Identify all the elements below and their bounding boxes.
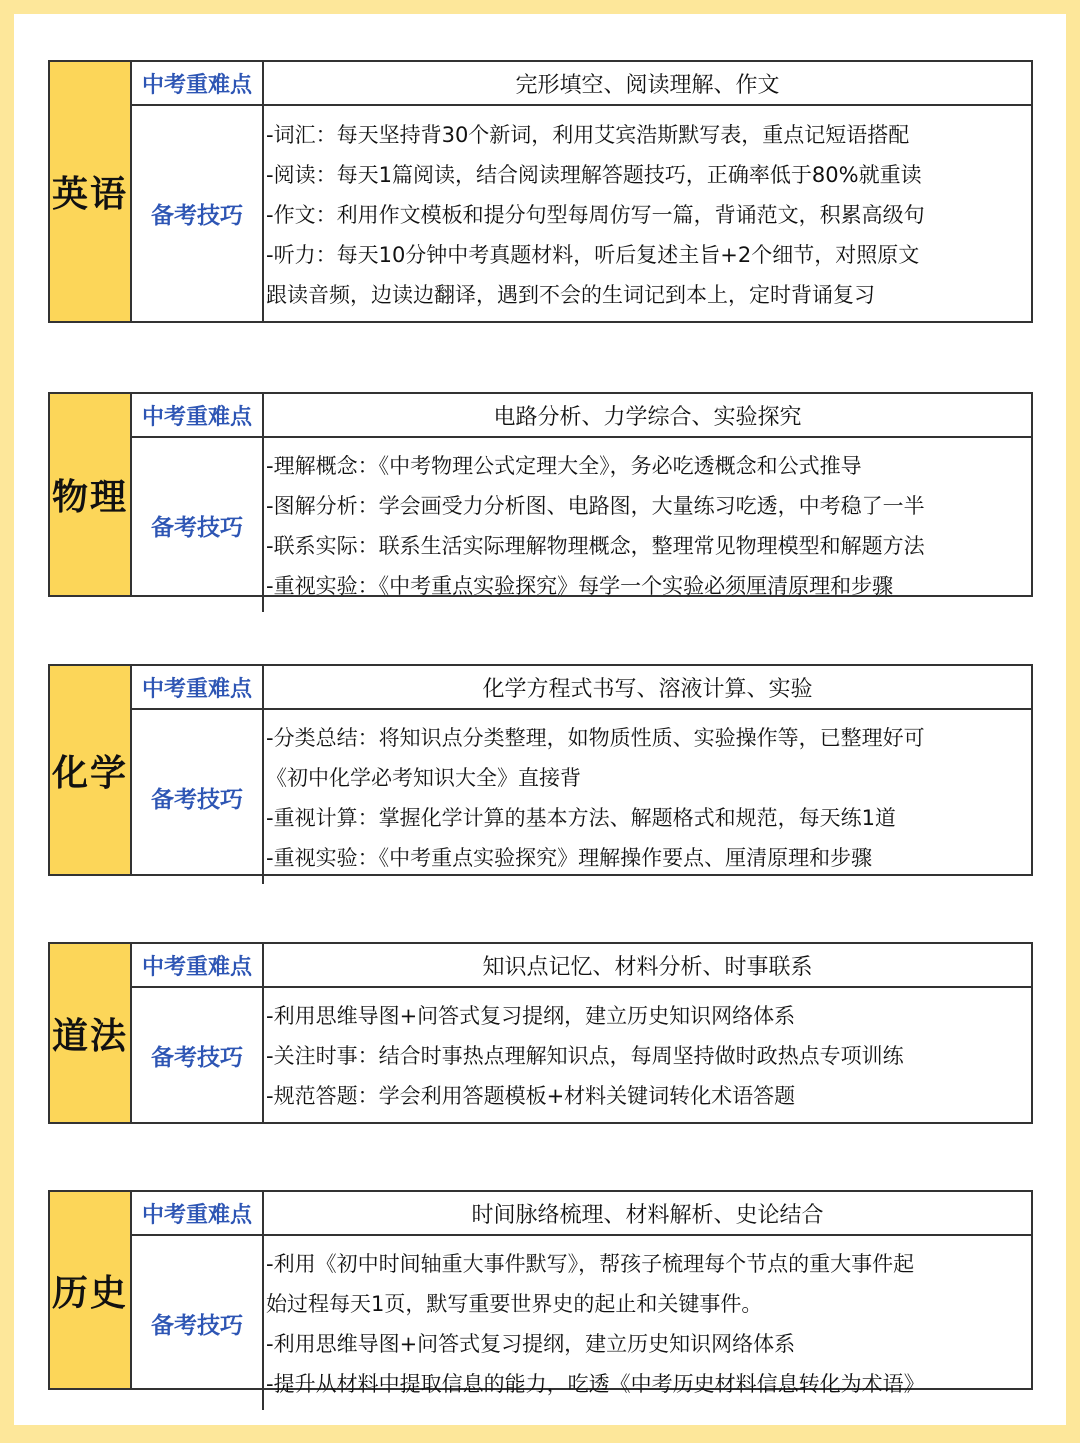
focus-label: 中考重难点	[132, 394, 264, 436]
focus-label: 中考重难点	[132, 1192, 264, 1234]
section-history	[48, 1190, 1033, 1396]
tip-line: -利用《初中时间轴重大事件默写》，帮孩子梳理每个节点的重大事件起	[266, 1252, 915, 1276]
subject-label: 物理	[50, 394, 132, 595]
focus-text: 时间脉络梳理、材料解析、史论结合	[471, 1202, 824, 1228]
focus-label: 中考重难点	[132, 666, 264, 708]
focus-text: 电路分析、力学综合、实验探究	[493, 404, 802, 430]
focus-text: 化学方程式书写、溶液计算、实验	[482, 676, 813, 702]
focus-text: 知识点记忆、材料分析、时事联系	[482, 954, 813, 980]
subject-label: 英语	[50, 62, 132, 321]
focus-label: 中考重难点	[132, 62, 264, 104]
tip-line: 《初中化学必考知识大全》直接背	[266, 766, 581, 790]
tips-label: 备考技巧	[132, 1236, 264, 1410]
tip-line: -重视计算：掌握化学计算的基本方法、解题格式和规范，每天练1道	[266, 806, 896, 830]
tip-line: -重视实验：《中考重点实验探究》理解操作要点、厘清原理和步骤	[266, 846, 873, 870]
tips-label: 备考技巧	[132, 106, 264, 321]
subject-label: 道法	[50, 944, 132, 1122]
tip-line: -听力：每天10分钟中考真题材料，听后复述主旨+2个细节，对照原文	[266, 242, 920, 267]
subject-label: 化学	[50, 666, 132, 874]
tip-line: -图解分析：学会画受力分析图、电路图，大量练习吃透，中考稳了一半	[266, 494, 925, 518]
tips-list	[264, 1236, 1031, 1410]
tip-line: -阅读：每天1篇阅读，结合阅读理解答题技巧，正确率低于80%就重读	[266, 162, 922, 187]
section-chemistry	[48, 664, 1033, 876]
tips-list	[264, 106, 1031, 321]
tips-list	[264, 710, 1031, 884]
tips-label: 备考技巧	[132, 710, 264, 884]
tips-label: 备考技巧	[132, 438, 264, 612]
tip-line: -利用思维导图+问答式复习提纲，建立历史知识网络体系	[266, 1004, 796, 1028]
tip-line: -重视实验：《中考重点实验探究》每学一个实验必须厘清原理和步骤	[266, 574, 894, 598]
tip-line: -词汇：每天坚持背30个新词，利用艾宾浩斯默写表，重点记短语搭配	[266, 122, 910, 147]
focus-label: 中考重难点	[132, 944, 264, 986]
section-morality-law	[48, 942, 1033, 1124]
tip-line: 跟读音频，边读边翻译，遇到不会的生词记到本上，定时背诵复习	[266, 282, 875, 307]
tips-label: 备考技巧	[132, 988, 264, 1122]
tips-list	[264, 988, 1031, 1122]
tips-list	[264, 438, 1031, 612]
tip-line: -提升从材料中提取信息的能力，吃透《中考历史材料信息转化为术语》	[266, 1372, 925, 1396]
subject-label: 历史	[50, 1192, 132, 1388]
tip-line: -规范答题：学会利用答题模板+材料关键词转化术语答题	[266, 1084, 796, 1108]
section-physics	[48, 392, 1033, 597]
tip-line: -分类总结：将知识点分类整理，如物质性质、实验操作等，已整理好可	[266, 726, 925, 750]
tip-line: -关注时事：结合时事热点理解知识点，每周坚持做时政热点专项训练	[266, 1044, 904, 1068]
tip-line: -作文：利用作文模板和提分句型每周仿写一篇，背诵范文，积累高级句	[266, 202, 925, 227]
tip-line: -利用思维导图+问答式复习提纲，建立历史知识网络体系	[266, 1332, 796, 1356]
tip-line: -联系实际：联系生活实际理解物理概念，整理常见物理模型和解题方法	[266, 534, 925, 558]
section-english	[48, 60, 1033, 323]
focus-text: 完形填空、阅读理解、作文	[515, 72, 780, 98]
tip-line: -理解概念：《中考物理公式定理大全》，务必吃透概念和公式推导	[266, 454, 862, 478]
tip-line: 始过程每天1页，默写重要世界史的起止和关键事件。	[266, 1292, 763, 1316]
